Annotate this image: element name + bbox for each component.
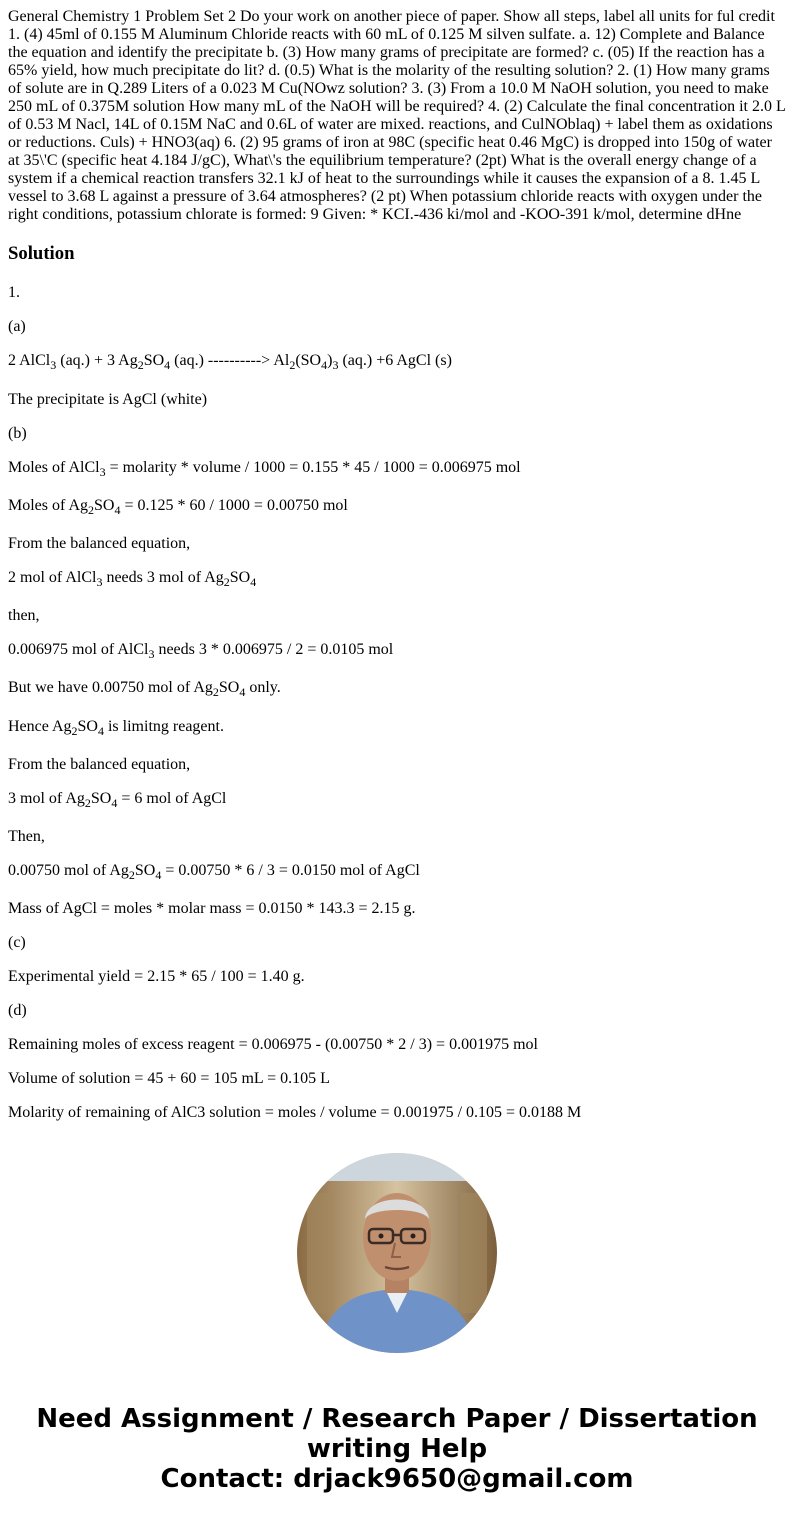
ratio-line-2: 3 mol of $Ag_2SO_4 = 6$ mol of AgCl [8, 790, 227, 810]
then-line: then, [8, 607, 40, 624]
experimental-yield-line: Experimental yield = 2.15 * 65 / 100 = 1.40 g. [8, 968, 305, 985]
from-balanced-line-1: From the balanced equation, [8, 535, 191, 552]
part-d-label: (d) [8, 1002, 27, 1019]
available-line: But we have 0.00750 mol of $Ag_2SO_4$ only. [8, 679, 281, 699]
agcl-moles-line: 0.00750 mol of $Ag_2SO_4 = 0.00750 * 6 / 3 = 0.0150$ mol of AgCl [8, 862, 420, 882]
precipitate-statement: The precipitate is AgCl (white) [8, 391, 208, 408]
part-c-label: (c) [8, 934, 26, 951]
solution-heading: Solution [8, 243, 75, 264]
problem-statement: General Chemistry 1 Problem Set 2 Do your work on another piece of paper. Show all steps, label all units for ful credit 1. (4) 45ml of 0.155 M Aluminum Chloride reacts with 60 mL of 0.125 M silven sulfate. a. 12) Complete and Balance the equation and identify the precipitate b. (3) How many grams of precipitate are formed? c. (05) If the reaction has a 65% yield, how much precipitate do lit? d. (0.5) What is the molarity of the resulting solution? 2. (1) How many grams of solute are in Q.289 Liters of a 0.023 M Cu(NOwz solution? 3. (3) From a 10.0 M NaOH solution, you need to make 250 mL of 0.375M solution How many mL of the NaOH will be required? 4. (2) Calculate the final concentration it 2.0 L of 0.53 M Nacl, 14L of 0.15M NaC and 0.6L of water are mixed. reactions, and CulNOblaq) + label them as oxidations or reductions. Culs) + HNO3(aq) 6. (2) 95 grams of iron at 98C (specific heat 0.46 MgC) is dropped into 150g of water at 35\'C (specific heat 4.184 J/gC), What\'s the equilibrium temperature? (2pt) What is the overall energy change of a system if a chemical reaction transfers 32.1 kJ of heat to the surroundings while it causes the expansion of a 8. 1.45 L vessel to 3.68 L against a pressure of 3.64 atmospheres? (2 pt) When potassium chloride reacts with oxygen under the right conditions, potassium chlorate is formed: 9 Given: * KCI.-436 ki/mol and -KOO-391 k/mol, determine dHne [8, 8, 786, 223]
part-1-label: 1. [8, 284, 20, 301]
ratio-line-1: 2 mol of AlCl$_3$ needs 3 mol of $Ag_2SO_4$ [8, 569, 257, 589]
moles-alcl3-line: Moles of AlCl$_3$ = molarity * volume / 1000 = 0.155 * 45 / 1000 = 0.006975 mol [8, 459, 521, 479]
promo-contact: Contact: drjack9650@gmail.com [160, 1464, 634, 1494]
part-b-label: (b) [8, 425, 27, 442]
needs-line: 0.006975 mol of AlCl$_3$ needs 3 * 0.006975 / 2 = 0.0105 mol [8, 641, 394, 661]
from-balanced-line-2: From the balanced equation, [8, 756, 191, 773]
volume-line: Volume of solution = 45 + 60 = 105 mL = 0.105 L [8, 1070, 330, 1087]
promo-line-1: Need Assignment / Research Paper / Dissertation [36, 1404, 758, 1434]
limiting-reagent-line: Hence $Ag_2SO_4$ is limitng reagent. [8, 718, 224, 738]
promo-banner [0, 1404, 794, 1494]
balanced-equation: 2 AlCl$_3$ (aq.) + 3 $Ag_2SO_4$ (aq.) ----------> $Al_2(SO_4)_3$ (aq.) +6 AgCl (s) [8, 352, 452, 372]
tutor-portrait-icon [297, 1153, 497, 1353]
then-cap-line: Then, [8, 828, 45, 845]
promo-line-2: writing Help [306, 1434, 488, 1464]
remaining-moles-line: Remaining moles of excess reagent = 0.006975 - (0.00750 * 2 / 3) = 0.001975 mol [8, 1036, 538, 1053]
molarity-line: Molarity of remaining of AlC3 solution = moles / volume = 0.001975 / 0.105 = 0.0188 M [8, 1104, 582, 1121]
part-a-label: (a) [8, 318, 26, 335]
mass-agcl-line: Mass of AgCl = moles * molar mass = 0.0150 * 143.3 = 2.15 g. [8, 900, 416, 917]
moles-ag2so4-line: Moles of $Ag_2SO_4 = 0.125 * 60 / 1000 = 0.00750$ mol [8, 497, 348, 517]
